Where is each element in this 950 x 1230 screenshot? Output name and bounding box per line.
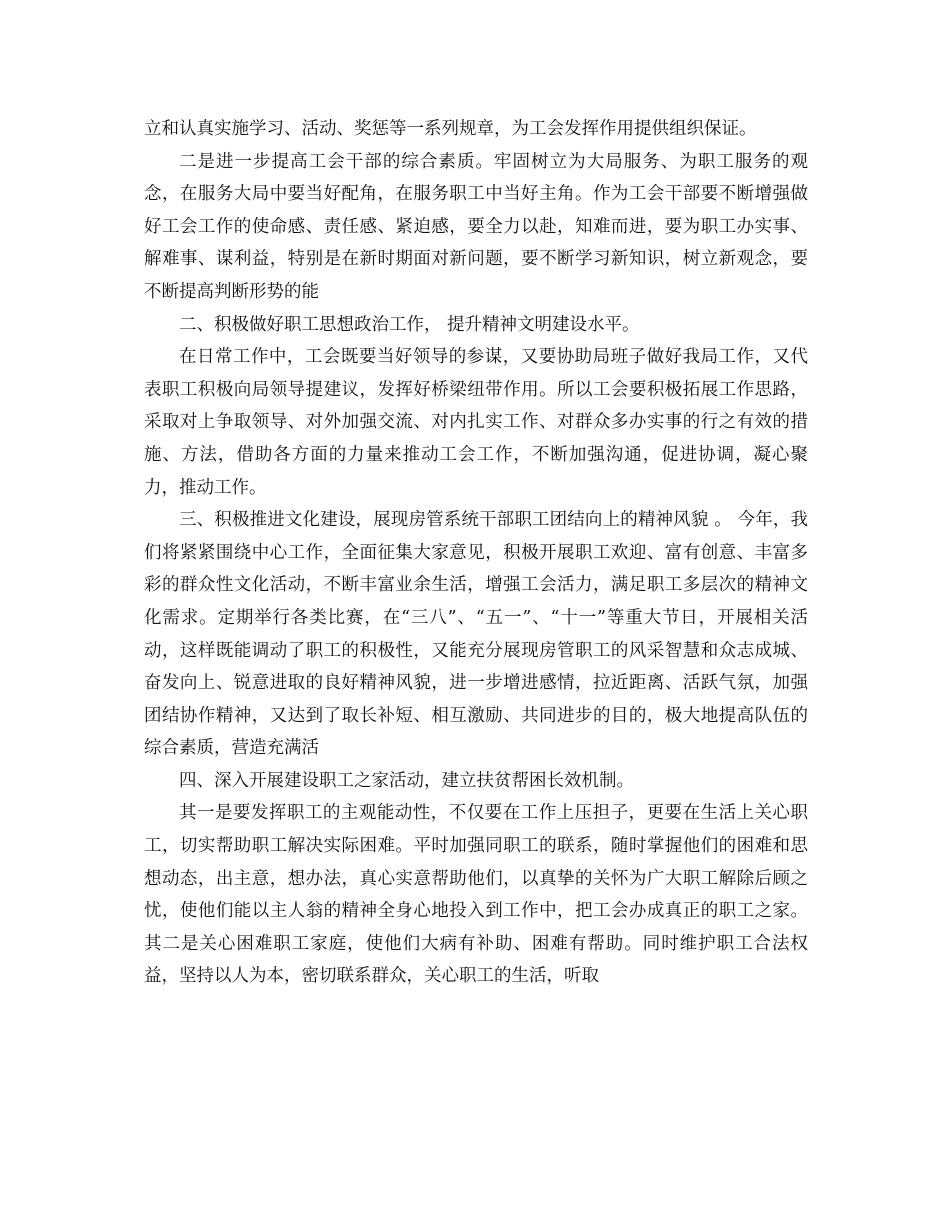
section-heading-4: 四、深入开展建设职工之家活动，建立扶贫帮困长效机制。 (179, 770, 634, 791)
paragraph-2: 二是进一步提高工会干部的综合素质。牢固树立为大局服务、为职工服务的观念，在服务大局中要当好配角，在服务职工中当好主角。作为工会干部要不断增强做好工会工作的使命感、责任感、紧迫感，要全力以赴，知难而进，要为职工办实事、解难事、谋利益，特别是在新时期面对新问题，要不断学习新知识，树立新观念，要不断提高判断形势的能 (144, 151, 808, 302)
paragraph-5: 其一是要发挥职工的主观能动性，不仅要在工作上压担子，更要在生活上关心职工，切实帮助职工解决实际困难。平时加强同职工的联系，随时掌握他们的困难和思想动态，出主意，想办法，真心实意帮助他们，以真挚的关怀为广大职工解除后顾之忧，使他们能以主人翁的精神全身心地投入到工作中，把工会办成真正的职工之家。其二是关心困难职工家庭，使他们大病有补助、困难有帮助。同时维护职工合法权益，坚持以人为本，密切联系群众，关心职工的生活，听取 (144, 803, 808, 987)
section-heading-2: 二、积极做好职工思想政治工作， 提升精神文明建设水平。 (179, 314, 640, 335)
document-page (144, 113, 808, 993)
paragraph-4: 三、积极推进文化建设，展现房管系统干部职工团结向上的精神风貌 。 今年，我们将紧紧围绕中心工作，全面征集大家意见，积极开展职工欢迎、富有创意、丰富多彩的群众性文化活动，不断丰富业余生活，增强工会活力，满足职工多层次的精神文化需求。定期举行各类比赛，在“三八”、“五一”、“十一”等重大节日，开展相关活动，这样既能调动了职工的积极性，又能充分展现房管职工的风采智慧和众志成城、奋发向上、锐意进取的良好精神风貌，进一步增进感情，拉近距离、活跃气氛，加强团结协作精神，又达到了取长补短、相互激励、共同进步的目的，极大地提高队伍的综合素质，营造充满活 (144, 510, 808, 759)
paragraph-1: 立和认真实施学习、活动、奖惩等一系列规章，为工会发挥作用提供组织保证。 (144, 119, 757, 139)
paragraph-3: 在日常工作中，工会既要当好领导的参谋，又要协助局班子做好我局工作，又代表职工积极向局领导提建议，发挥好桥梁纽带作用。所以工会要积极拓展工作思路，采取对上争取领导、对外加强交流、对内扎实工作、对群众多办实事的行之有效的措施、方法，借助各方面的力量来推动工会工作，不断加强沟通，促进协调，凝心聚力，推动工作。 (144, 347, 808, 498)
